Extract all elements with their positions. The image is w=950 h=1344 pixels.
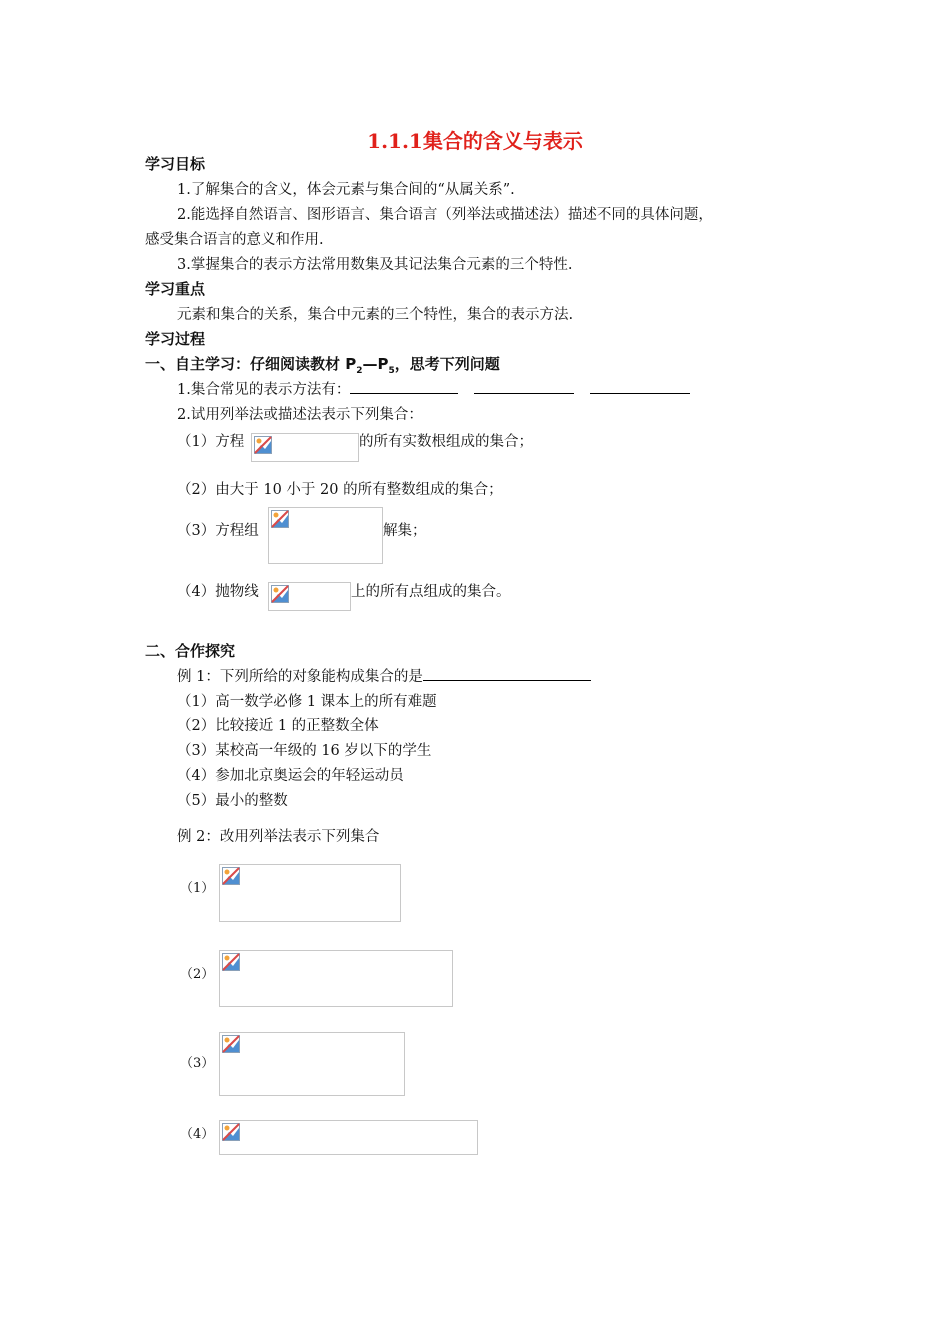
- answer-blank[interactable]: [474, 379, 574, 394]
- list-item: （1）方程: [177, 434, 245, 450]
- example-2-label: （2）: [180, 967, 215, 982]
- list-item: （3）方程组: [177, 523, 259, 539]
- question-1: 1.集合常见的表示方法有：: [177, 378, 690, 399]
- list-item: （4）抛物线: [177, 584, 259, 600]
- goal-item: 3.掌握集合的表示方法常用数集及其记法集合元素的三个特性.: [177, 257, 573, 273]
- set-image: [219, 864, 401, 922]
- list-item: （2）由大于 10 小于 20 的所有整数组成的集合；: [177, 482, 503, 498]
- list-item-text: 的所有实数根组成的集合；: [359, 434, 533, 450]
- broken-image-icon: [254, 436, 272, 454]
- broken-image-icon: [222, 867, 240, 885]
- answer-blank[interactable]: [350, 379, 458, 394]
- list-item: （5）最小的整数: [177, 793, 288, 809]
- broken-image-icon: [271, 585, 289, 603]
- question-2: 2.试用列举法或描述法表示下列集合：: [177, 407, 423, 423]
- focus-text: 元素和集合的关系，集合中元素的三个特性，集合的表示方法.: [177, 307, 574, 323]
- goal-item: 感受集合语言的意义和作用.: [145, 232, 324, 248]
- answer-blank[interactable]: [590, 379, 690, 394]
- example-1: 例 1：下列所给的对象能构成集合的是: [177, 665, 591, 686]
- example-2: 例 2：改用列举法表示下列集合: [177, 829, 380, 845]
- focus-heading: 学习重点: [145, 280, 206, 298]
- broken-image-icon: [222, 1123, 240, 1141]
- goal-item: 1.了解集合的含义，体会元素与集合间的“从属关系”.: [177, 182, 515, 198]
- equation-image: [251, 433, 359, 462]
- self-study-heading: 一、自主学习：仔细阅读教材 $P_2—P_5$，思考下列问题: [145, 355, 500, 376]
- broken-image-icon: [271, 510, 289, 528]
- page-title: 1.1.1集合的含义与表示: [367, 129, 583, 153]
- equation-image: [268, 582, 351, 611]
- cooperative-heading: 二、合作探究: [145, 642, 236, 660]
- goals-heading: 学习目标: [145, 155, 206, 173]
- list-item: （4）参加北京奥运会的年轻运动员: [177, 768, 404, 784]
- process-heading: 学习过程: [145, 330, 206, 348]
- list-item-text: 上的所有点组成的集合。: [351, 584, 511, 600]
- broken-image-icon: [222, 953, 240, 971]
- example-2-label: （4）: [180, 1127, 215, 1142]
- set-image: [219, 950, 453, 1007]
- example-2-label: （3）: [180, 1056, 215, 1071]
- goal-item: 2.能选择自然语言、图形语言、集合语言（列举法或描述法）描述不同的具体问题，: [177, 207, 713, 223]
- example-2-label: （1）: [180, 881, 215, 896]
- broken-image-icon: [222, 1035, 240, 1053]
- equation-image: [268, 507, 383, 564]
- set-image: [219, 1120, 478, 1155]
- answer-blank[interactable]: [423, 666, 591, 681]
- list-item: （1）高一数学必修 1 课本上的所有难题: [177, 694, 437, 710]
- list-item: （2）比较接近 1 的正整数全体: [177, 718, 379, 734]
- set-image: [219, 1032, 405, 1096]
- list-item: （3）某校高一年级的 16 岁以下的学生: [177, 743, 432, 759]
- list-item-text: 解集；: [383, 523, 427, 539]
